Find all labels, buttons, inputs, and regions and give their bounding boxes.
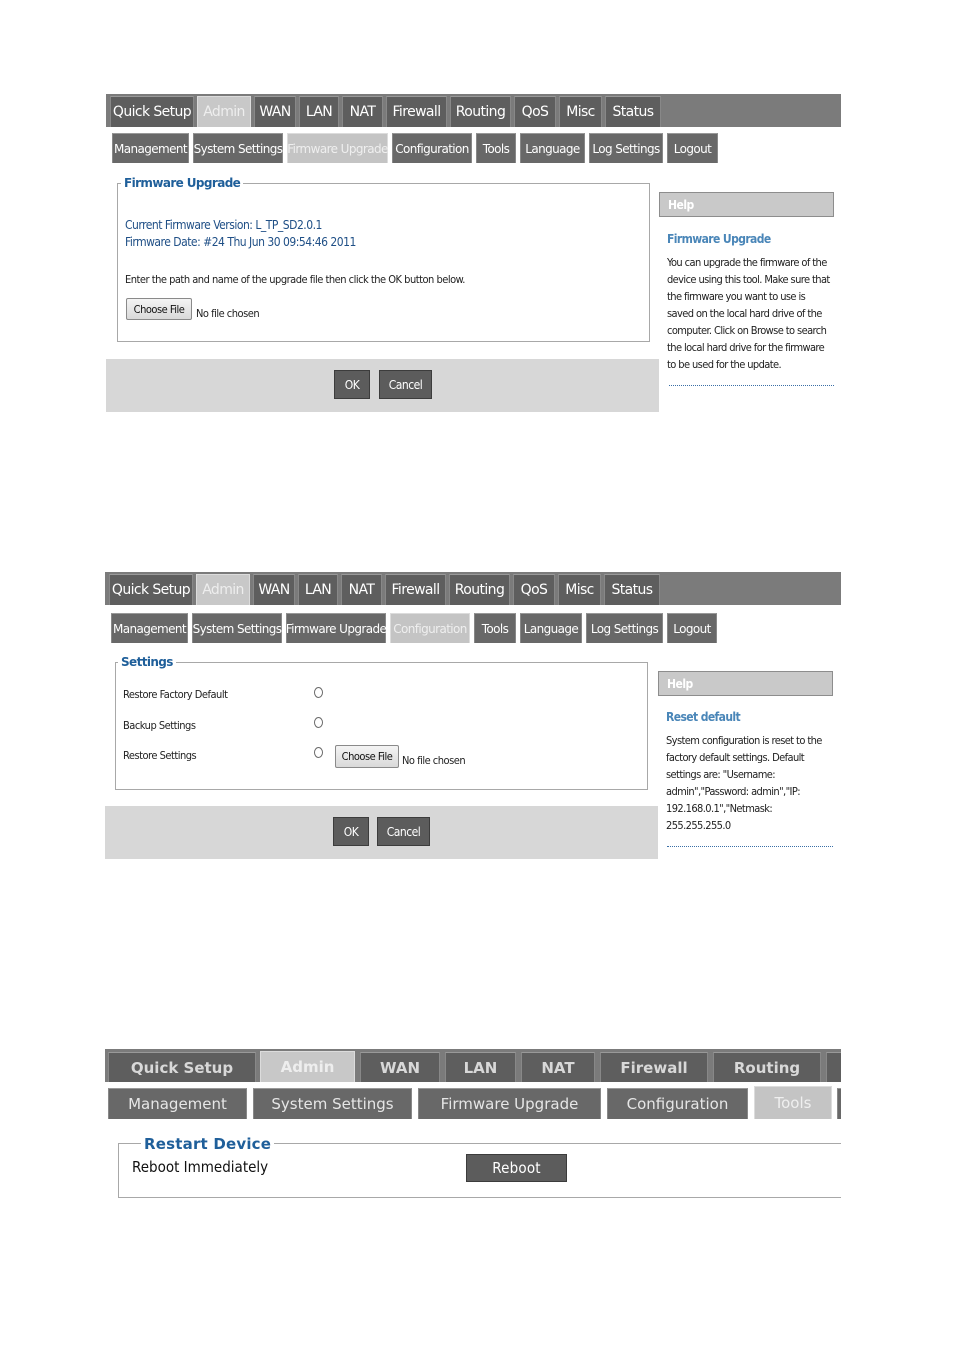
help-line: the local hard drive for the firmware <box>667 341 825 354</box>
subtab-tools[interactable]: Tools <box>754 1086 832 1119</box>
tab-misc[interactable]: Misc <box>559 96 602 127</box>
tab-firewall[interactable]: Firewall <box>386 96 447 127</box>
tab-next-partial[interactable] <box>826 1052 841 1082</box>
help-line: 255.255.255.0 <box>666 819 731 832</box>
tab-quick-setup[interactable]: Quick Setup <box>109 574 193 605</box>
subtab-configuration[interactable]: Configuration <box>390 613 470 643</box>
help-divider <box>669 385 834 386</box>
tab-nat[interactable]: NAT <box>341 574 382 605</box>
current-firmware-version: Current Firmware Version: L_TP_SD2.0.1 <box>125 218 322 232</box>
subtab-firmware-upgrade[interactable]: Firmware Upgrade <box>287 133 388 163</box>
tab-lan[interactable]: LAN <box>445 1052 516 1082</box>
help-header: Help <box>658 671 833 696</box>
tab-admin[interactable]: Admin <box>260 1051 355 1082</box>
help-title: Firmware Upgrade <box>667 232 771 246</box>
restore-settings-label: Restore Settings <box>123 749 197 762</box>
subtab-management[interactable]: Management <box>112 133 189 163</box>
help-line: You can upgrade the firmware of the <box>667 256 827 269</box>
tab-firewall[interactable]: Firewall <box>385 574 446 605</box>
tab-wan[interactable]: WAN <box>253 574 295 605</box>
help-text <box>667 254 839 373</box>
subtab-management[interactable]: Management <box>111 613 188 643</box>
reboot-button[interactable]: Reboot <box>466 1154 567 1182</box>
tab-nat[interactable]: NAT <box>342 96 383 127</box>
no-file-chosen-text: No file chosen <box>196 307 260 320</box>
help-line: factory default settings. Default <box>666 751 805 764</box>
configuration-screenshot <box>105 572 841 859</box>
subtab-tools[interactable]: Tools <box>474 613 516 643</box>
tab-nat[interactable]: NAT <box>521 1052 595 1082</box>
subtab-logout[interactable]: Logout <box>667 133 718 163</box>
subtab-system-settings[interactable]: System Settings <box>253 1088 412 1119</box>
tab-lan[interactable]: LAN <box>299 96 339 127</box>
restore-settings-radio[interactable] <box>314 747 323 758</box>
help-line: device using this tool. Make sure that <box>667 273 830 286</box>
tab-qos[interactable]: QoS <box>514 96 556 127</box>
help-text <box>666 732 838 834</box>
subtab-next-partial[interactable] <box>837 1088 841 1119</box>
tab-status[interactable]: Status <box>605 96 661 127</box>
backup-settings-radio[interactable] <box>314 717 323 728</box>
cancel-button[interactable]: Cancel <box>379 370 432 399</box>
tab-quick-setup[interactable]: Quick Setup <box>110 96 194 127</box>
tab-status[interactable]: Status <box>604 574 660 605</box>
firmware-date: Firmware Date: #24 Thu Jun 30 09:54:46 2011 <box>125 235 356 249</box>
help-divider <box>667 846 833 847</box>
help-line: settings are: "Username: <box>666 768 775 781</box>
tab-admin[interactable]: Admin <box>197 96 251 127</box>
upgrade-instruction: Enter the path and name of the upgrade file then click the OK button below. <box>125 273 465 286</box>
reboot-immediately-label: Reboot Immediately <box>132 1158 269 1176</box>
help-line: the firmware you want to use is <box>667 290 806 303</box>
tab-routing[interactable]: Routing <box>713 1052 821 1082</box>
fieldset-legend: Firmware Upgrade <box>121 176 243 190</box>
help-line: to be used for the update. <box>667 358 782 371</box>
subtab-system-settings[interactable]: System Settings <box>192 613 282 643</box>
tab-lan[interactable]: LAN <box>298 574 338 605</box>
tab-qos[interactable]: QoS <box>513 574 555 605</box>
subtab-language[interactable]: Language <box>520 613 582 643</box>
restore-factory-default-label: Restore Factory Default <box>123 688 228 701</box>
tab-firewall[interactable]: Firewall <box>600 1052 708 1082</box>
cancel-button[interactable]: Cancel <box>377 817 430 846</box>
help-line: System configuration is reset to the <box>666 734 822 747</box>
subtab-firmware-upgrade[interactable]: Firmware Upgrade <box>418 1088 601 1119</box>
choose-file-button[interactable]: Choose File <box>335 745 399 768</box>
help-header: Help <box>659 192 834 217</box>
help-line: saved on the local hard drive of the <box>667 307 822 320</box>
tab-routing[interactable]: Routing <box>450 96 511 127</box>
help-line: 192.168.0.1","Netmask: <box>666 802 773 815</box>
subtab-firmware-upgrade[interactable]: Firmware Upgrade <box>286 613 386 643</box>
help-title: Reset default <box>666 710 741 724</box>
tab-misc[interactable]: Misc <box>558 574 601 605</box>
tab-routing[interactable]: Routing <box>449 574 510 605</box>
subtab-log-settings[interactable]: Log Settings <box>589 133 663 163</box>
tab-wan[interactable]: WAN <box>254 96 296 127</box>
subtab-system-settings[interactable]: System Settings <box>193 133 283 163</box>
subtab-configuration[interactable]: Configuration <box>392 133 472 163</box>
tab-admin[interactable]: Admin <box>196 574 250 605</box>
subtab-log-settings[interactable]: Log Settings <box>586 613 663 643</box>
tab-wan[interactable]: WAN <box>360 1052 440 1082</box>
help-line: computer. Click on Browse to search <box>667 324 827 337</box>
subtab-management[interactable]: Management <box>108 1088 247 1119</box>
backup-settings-label: Backup Settings <box>123 719 196 732</box>
subtab-language[interactable]: Language <box>520 133 585 163</box>
restart-device-screenshot <box>105 1049 841 1201</box>
firmware-upgrade-screenshot <box>106 94 841 412</box>
ok-button[interactable]: OK <box>333 817 369 846</box>
subtab-configuration[interactable]: Configuration <box>607 1088 748 1119</box>
fieldset-legend: Restart Device <box>141 1135 274 1153</box>
choose-file-button[interactable]: Choose File <box>126 298 192 320</box>
fieldset-legend: Settings <box>118 655 176 669</box>
restore-factory-default-radio[interactable] <box>314 687 323 698</box>
no-file-chosen-text: No file chosen <box>402 754 466 767</box>
subtab-logout[interactable]: Logout <box>667 613 717 643</box>
help-line: admin","Password: admin","IP: <box>666 785 800 798</box>
tab-quick-setup[interactable]: Quick Setup <box>108 1052 256 1082</box>
subtab-tools[interactable]: Tools <box>476 133 516 163</box>
ok-button[interactable]: OK <box>334 370 370 399</box>
